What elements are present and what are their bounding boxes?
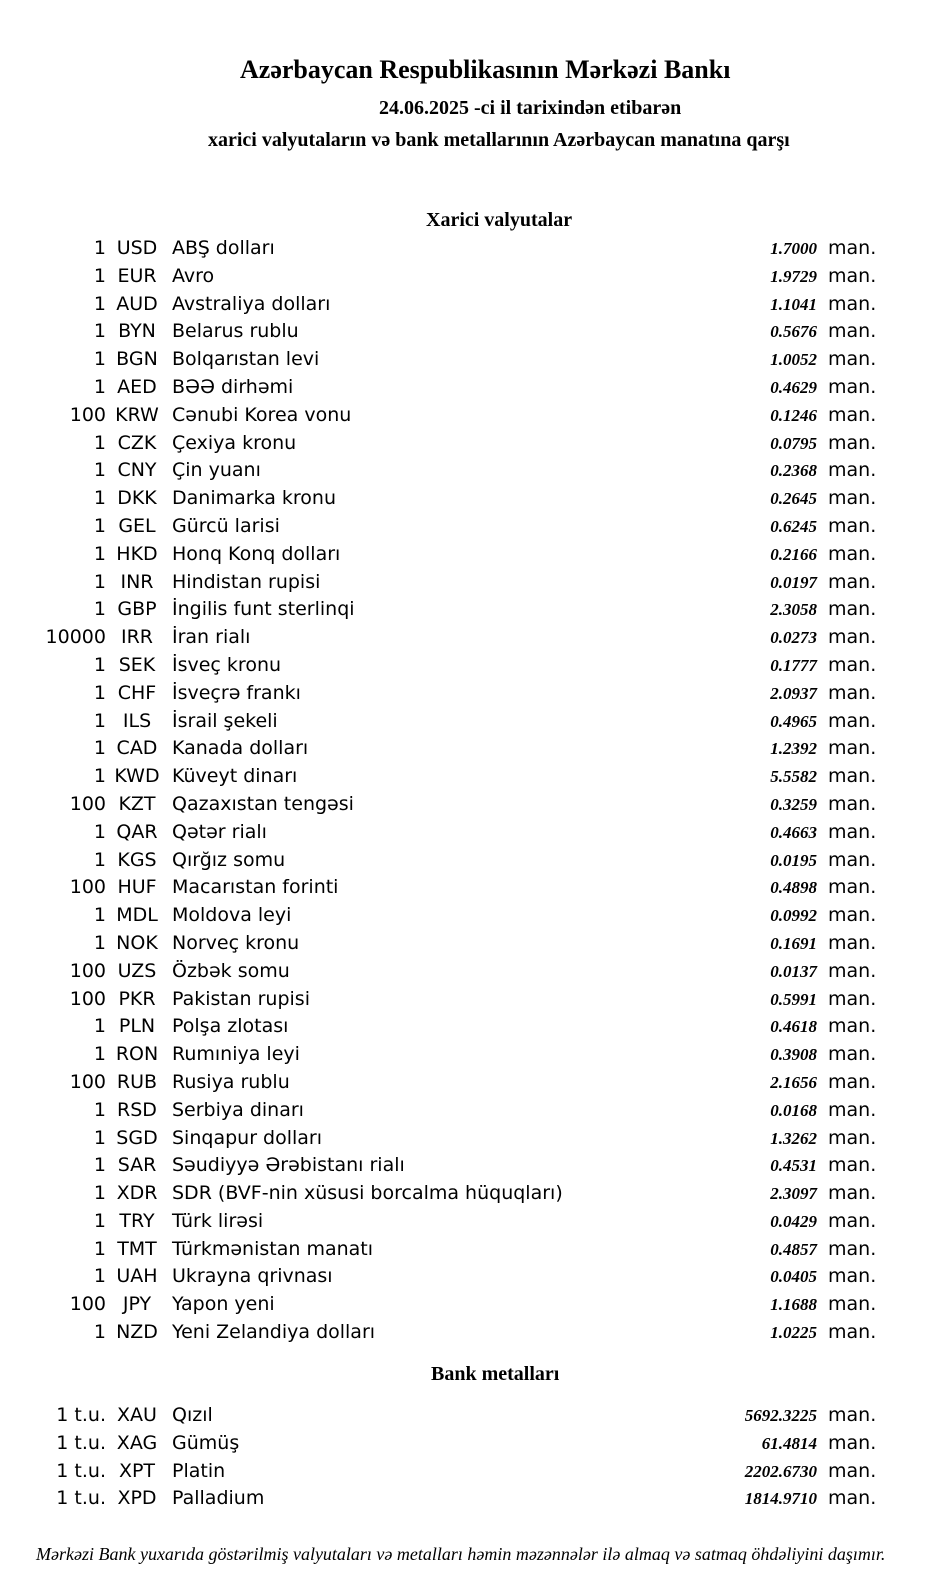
rate-quantity: 10000 — [45, 626, 106, 649]
rate-quantity: 100 — [69, 403, 106, 426]
rate-value: 2.1656 — [770, 1072, 817, 1092]
rate-quantity: 1 — [93, 542, 106, 565]
rate-row — [0, 1319, 938, 1347]
rate-unit: man. — [828, 792, 877, 815]
rate-quantity: 100 — [69, 987, 106, 1010]
rate-unit: man. — [828, 1209, 877, 1232]
currency-code: AED — [117, 375, 157, 398]
rate-value: 2.3097 — [770, 1184, 817, 1204]
effective-date-line: 24.06.2025 -ci il tarixindən etibarən — [379, 97, 682, 119]
rate-value: 5692.3225 — [744, 1406, 817, 1425]
rate-row — [0, 624, 938, 652]
currency-name: BƏƏ dirhəmi — [172, 375, 294, 398]
rate-value: 0.4898 — [770, 878, 817, 898]
rate-row — [0, 346, 938, 374]
rate-quantity: 1 — [93, 820, 106, 843]
currency-code: RUB — [116, 1070, 158, 1093]
currency-name: ABŞ dolları — [172, 237, 275, 259]
metal-rates-table — [0, 1402, 938, 1513]
rate-unit: man. — [828, 931, 877, 954]
currency-name: Qızıl — [172, 1404, 213, 1426]
rate-row — [0, 1208, 938, 1236]
rate-value: 0.4618 — [770, 1017, 817, 1037]
rate-value: 1.0052 — [770, 350, 817, 370]
rate-unit: man. — [828, 292, 877, 315]
rate-unit: man. — [828, 264, 877, 287]
section-heading-currencies: Xarici valyutalar — [426, 209, 573, 231]
rate-quantity: 100 — [69, 1070, 106, 1093]
rate-row — [0, 874, 938, 902]
rate-value: 5.5582 — [770, 767, 817, 787]
currency-name: Moldova leyi — [172, 904, 292, 927]
rate-unit: man. — [828, 320, 877, 343]
rate-quantity: 1 — [93, 459, 106, 482]
rate-quantity: 1 — [93, 1154, 106, 1177]
rate-row — [0, 819, 938, 847]
currency-code: SGD — [116, 1126, 158, 1149]
rate-value: 1.0225 — [770, 1323, 817, 1343]
currency-code: KRW — [115, 403, 159, 426]
rate-quantity: 1 — [93, 237, 106, 259]
rate-unit: man. — [828, 681, 877, 704]
currency-name: Polşa zlotası — [172, 1015, 289, 1038]
currency-code: ILS — [122, 709, 152, 732]
rate-row — [0, 291, 938, 319]
rate-quantity: 1 — [93, 1098, 106, 1121]
rate-unit: man. — [828, 1293, 877, 1316]
page-subtitle: xarici valyutaların və bank metallarının Azərbaycan manatına qarşı — [208, 129, 790, 151]
currency-name: Macarıstan forinti — [172, 876, 339, 899]
currency-code: AUD — [116, 292, 158, 315]
rate-value: 61.4814 — [761, 1433, 817, 1453]
rate-row — [0, 402, 938, 430]
rate-quantity: 1 — [93, 653, 106, 676]
rate-unit: man. — [828, 626, 877, 649]
rate-unit: man. — [828, 431, 877, 454]
currency-name: Avstraliya dolları — [172, 292, 331, 315]
currency-name: Qətər rialı — [172, 820, 267, 843]
rate-unit: man. — [828, 1431, 877, 1454]
rate-unit: man. — [828, 403, 877, 426]
rate-row — [0, 513, 938, 541]
rate-unit: man. — [828, 487, 877, 510]
rate-unit: man. — [828, 348, 877, 371]
rate-value: 0.2645 — [770, 489, 817, 509]
rate-value: 0.0273 — [770, 628, 817, 648]
rate-unit: man. — [828, 237, 877, 259]
rate-quantity: 1 t.u. — [56, 1431, 106, 1454]
rate-unit: man. — [828, 1321, 877, 1344]
rate-unit: man. — [828, 1015, 877, 1038]
rate-value: 0.2368 — [770, 461, 817, 481]
rate-value: 0.2166 — [770, 544, 817, 564]
currency-name: Sinqapur dolları — [172, 1126, 323, 1149]
rate-quantity: 1 t.u. — [56, 1487, 106, 1510]
currency-code: INR — [120, 570, 154, 593]
rate-row — [0, 680, 938, 708]
currency-code: CAD — [116, 737, 158, 760]
currency-name: Platin — [172, 1459, 226, 1482]
rate-value: 0.0429 — [770, 1211, 817, 1231]
rate-row — [0, 541, 938, 569]
rate-value: 0.4531 — [770, 1156, 817, 1176]
currency-code: IRR — [120, 626, 153, 649]
rate-value: 0.0795 — [770, 433, 817, 453]
currency-code: CZK — [117, 431, 157, 454]
currency-name: Danimarka kronu — [172, 487, 337, 510]
rate-quantity: 1 — [93, 1043, 106, 1066]
rate-unit: man. — [828, 1126, 877, 1149]
currency-name: Türkmənistan manatı — [172, 1237, 374, 1260]
currency-code: SEK — [118, 653, 156, 676]
rate-quantity: 1 t.u. — [56, 1404, 106, 1426]
rate-value: 1.1688 — [770, 1295, 817, 1315]
rate-row — [0, 958, 938, 986]
rate-value: 1814.9710 — [744, 1489, 817, 1509]
rate-quantity: 1 — [93, 681, 106, 704]
rate-quantity: 1 — [93, 1126, 106, 1149]
currency-name: Ukrayna qrivnası — [172, 1265, 333, 1288]
currency-code: UAH — [116, 1265, 158, 1288]
rate-row — [0, 1236, 938, 1264]
currency-name: Türk lirəsi — [172, 1209, 264, 1232]
currency-code: CNY — [117, 459, 157, 482]
rate-quantity: 1 — [93, 514, 106, 537]
rate-row — [0, 485, 938, 513]
rate-row — [0, 1069, 938, 1097]
currency-name: Gürcü larisi — [172, 514, 280, 537]
rate-value: 0.0405 — [770, 1267, 817, 1287]
currency-code: KWD — [114, 765, 160, 788]
rate-row — [0, 1152, 938, 1180]
rate-row — [0, 763, 938, 791]
rate-unit: man. — [828, 765, 877, 788]
rate-value: 1.1041 — [770, 294, 817, 314]
currency-name: Norveç kronu — [172, 931, 300, 954]
rate-unit: man. — [828, 848, 877, 871]
currency-code: SAR — [117, 1154, 157, 1177]
rate-quantity: 1 — [93, 292, 106, 315]
currency-name: Səudiyyə Ərəbistanı rialı — [172, 1154, 405, 1177]
rate-row — [0, 457, 938, 485]
rate-unit: man. — [828, 959, 877, 982]
rate-row — [0, 986, 938, 1014]
rate-value: 1.2392 — [770, 739, 817, 759]
currency-name: İngilis funt sterlinqi — [172, 598, 355, 621]
rate-quantity: 1 — [93, 487, 106, 510]
rate-row — [0, 930, 938, 958]
rate-value: 0.3908 — [770, 1045, 817, 1065]
rate-row — [0, 569, 938, 597]
rate-row — [0, 1458, 938, 1486]
rate-unit: man. — [828, 987, 877, 1010]
rate-unit: man. — [828, 820, 877, 843]
rate-value: 0.5991 — [770, 989, 817, 1009]
currency-name: Avro — [172, 264, 215, 287]
currency-code: BGN — [116, 348, 158, 371]
currency-code: KZT — [118, 792, 156, 815]
rate-unit: man. — [828, 1043, 877, 1066]
currency-name: Hindistan rupisi — [172, 570, 321, 593]
rate-row — [0, 318, 938, 346]
rate-row — [0, 596, 938, 624]
currency-name: Palladium — [172, 1487, 265, 1510]
rate-row — [0, 235, 938, 263]
rate-value: 0.3259 — [770, 794, 817, 814]
rate-value: 0.0197 — [770, 572, 817, 592]
rate-row — [0, 1125, 938, 1153]
rate-unit: man. — [828, 737, 877, 760]
rate-unit: man. — [828, 653, 877, 676]
rate-value: 0.0168 — [770, 1100, 817, 1120]
currency-code: XDR — [116, 1182, 158, 1205]
currency-code: XAG — [116, 1431, 158, 1454]
rate-value: 1.9729 — [770, 266, 817, 286]
rate-quantity: 1 — [93, 1015, 106, 1038]
rate-quantity: 1 — [93, 375, 106, 398]
rate-row — [0, 708, 938, 736]
rate-unit: man. — [828, 876, 877, 899]
rate-quantity: 1 — [93, 1237, 106, 1260]
currency-rates-table — [0, 235, 938, 1347]
rate-quantity: 1 — [93, 570, 106, 593]
rate-quantity: 1 — [93, 1182, 106, 1205]
currency-name: Pakistan rupisi — [172, 987, 310, 1010]
currency-code: JPY — [122, 1293, 152, 1316]
currency-code: PLN — [118, 1015, 156, 1038]
currency-code: RSD — [117, 1098, 157, 1121]
currency-code: XPD — [117, 1487, 157, 1510]
rate-value: 0.0195 — [770, 850, 817, 870]
rate-quantity: 1 — [93, 1321, 106, 1344]
currency-code: GBP — [117, 598, 157, 621]
currency-code: TRY — [119, 1209, 155, 1232]
rate-row — [0, 430, 938, 458]
currency-code: KGS — [117, 848, 157, 871]
rate-unit: man. — [828, 570, 877, 593]
currency-name: İsveçrə frankı — [172, 681, 301, 704]
rate-unit: man. — [828, 375, 877, 398]
rate-value: 0.1777 — [770, 655, 817, 675]
currency-code: DKK — [117, 487, 157, 510]
rate-value: 0.5676 — [770, 322, 817, 342]
rate-value: 0.1246 — [770, 405, 817, 425]
rate-quantity: 1 t.u. — [56, 1459, 106, 1482]
currency-code: XPT — [118, 1459, 156, 1482]
currency-name: Yeni Zelandiya dolları — [172, 1321, 376, 1344]
rate-value: 2.0937 — [770, 683, 817, 703]
currency-code: UZS — [117, 959, 157, 982]
rate-row — [0, 1013, 938, 1041]
currency-code: HKD — [116, 542, 158, 565]
rate-unit: man. — [828, 1487, 877, 1510]
currency-code: RON — [115, 1043, 159, 1066]
currency-name: Özbək somu — [172, 959, 290, 982]
currency-name: Bolqarıstan levi — [172, 348, 320, 371]
currency-code: QAR — [116, 820, 158, 843]
rate-value: 0.6245 — [770, 516, 817, 536]
rate-unit: man. — [828, 1265, 877, 1288]
rate-quantity: 1 — [93, 431, 106, 454]
rate-row — [0, 902, 938, 930]
rate-quantity: 1 — [93, 709, 106, 732]
currency-code: HUF — [117, 876, 157, 899]
currency-name: Küveyt dinarı — [172, 765, 298, 788]
currency-code: MDL — [116, 904, 158, 927]
currency-code: BYN — [118, 320, 156, 343]
rate-unit: man. — [828, 459, 877, 482]
rate-quantity: 1 — [93, 1265, 106, 1288]
rate-row — [0, 847, 938, 875]
rate-value: 2.3058 — [770, 600, 817, 620]
currency-name: Çexiya kronu — [172, 431, 297, 454]
rate-value: 0.0137 — [770, 961, 817, 981]
rate-value: 2202.6730 — [744, 1461, 817, 1481]
currency-code: NZD — [116, 1321, 158, 1344]
rate-row — [0, 735, 938, 763]
currency-name: Çin yuanı — [172, 459, 261, 482]
currency-code: EUR — [117, 264, 157, 287]
rate-quantity: 100 — [69, 876, 106, 899]
rate-quantity: 1 — [93, 1209, 106, 1232]
rate-unit: man. — [828, 598, 877, 621]
rate-value: 1.3262 — [770, 1128, 817, 1148]
rate-quantity: 1 — [93, 904, 106, 927]
currency-name: Qazaxıstan tengəsi — [172, 792, 354, 815]
rate-row — [0, 1097, 938, 1125]
currency-code: NOK — [116, 931, 158, 954]
rate-row — [0, 791, 938, 819]
rate-quantity: 100 — [69, 959, 106, 982]
rate-row — [0, 1291, 938, 1319]
rate-unit: man. — [828, 542, 877, 565]
currency-name: Cənubi Korea vonu — [172, 403, 352, 426]
rate-quantity: 1 — [93, 348, 106, 371]
rate-value: 0.4857 — [770, 1239, 817, 1259]
currency-name: Belarus rublu — [172, 320, 299, 343]
currency-code: XAU — [117, 1404, 157, 1426]
rate-unit: man. — [828, 1070, 877, 1093]
currency-code: TMT — [117, 1237, 157, 1260]
currency-name: SDR (BVF-nin xüsusi borcalma hüquqları) — [172, 1182, 563, 1205]
currency-code: USD — [116, 237, 158, 259]
rate-row — [0, 1485, 938, 1513]
rate-quantity: 1 — [93, 320, 106, 343]
rate-row — [0, 1430, 938, 1458]
rate-value: 0.1691 — [770, 933, 817, 953]
rate-quantity: 1 — [93, 737, 106, 760]
rate-value: 0.4965 — [770, 711, 817, 731]
rate-unit: man. — [828, 514, 877, 537]
currency-name: Rumıniya leyi — [172, 1043, 300, 1066]
rate-row — [0, 1041, 938, 1069]
rate-quantity: 1 — [93, 765, 106, 788]
rate-value: 0.4629 — [770, 377, 817, 397]
rate-unit: man. — [828, 904, 877, 927]
rate-quantity: 100 — [69, 1293, 106, 1316]
currency-name: Gümüş — [172, 1431, 240, 1454]
rate-row — [0, 374, 938, 402]
currency-code: CHF — [117, 681, 157, 704]
currency-name: Serbiya dinarı — [172, 1098, 304, 1121]
currency-code: GEL — [118, 514, 156, 537]
currency-name: Yapon yeni — [172, 1293, 275, 1316]
page-title: Azərbaycan Respublikasının Mərkəzi Bankı — [240, 55, 731, 84]
footer-note: Mərkəzi Bank yuxarıda göstərilmiş valyutaları və metalları həmin məzənnələr ilə almaq və satmaq öhdəliyini daşımır. — [36, 1544, 886, 1564]
rate-unit: man. — [828, 1154, 877, 1177]
currency-name: İran rialı — [172, 626, 251, 649]
rate-value: 1.7000 — [770, 239, 817, 258]
rate-unit: man. — [828, 1182, 877, 1205]
rate-unit: man. — [828, 709, 877, 732]
rate-quantity: 1 — [93, 848, 106, 871]
rate-row — [0, 263, 938, 291]
currency-name: Qırğız somu — [172, 848, 286, 871]
rate-row — [0, 1180, 938, 1208]
currency-name: Rusiya rublu — [172, 1070, 290, 1093]
section-heading-metals: Bank metalları — [431, 1363, 560, 1385]
rate-value: 0.0992 — [770, 906, 817, 926]
currency-name: İsrail şekeli — [172, 709, 278, 732]
currency-name: İsveç kronu — [172, 653, 282, 676]
rate-unit: man. — [828, 1459, 877, 1482]
rate-row — [0, 1402, 938, 1430]
rate-value: 0.4663 — [770, 822, 817, 842]
rate-unit: man. — [828, 1098, 877, 1121]
rate-quantity: 1 — [93, 931, 106, 954]
rate-row — [0, 652, 938, 680]
rate-quantity: 1 — [93, 598, 106, 621]
currency-name: Kanada dolları — [172, 737, 309, 760]
rate-unit: man. — [828, 1404, 877, 1426]
rate-unit: man. — [828, 1237, 877, 1260]
currency-name: Honq Konq dolları — [172, 542, 341, 565]
rate-quantity: 100 — [69, 792, 106, 815]
rate-row — [0, 1263, 938, 1291]
currency-code: PKR — [118, 987, 156, 1010]
rate-quantity: 1 — [93, 264, 106, 287]
